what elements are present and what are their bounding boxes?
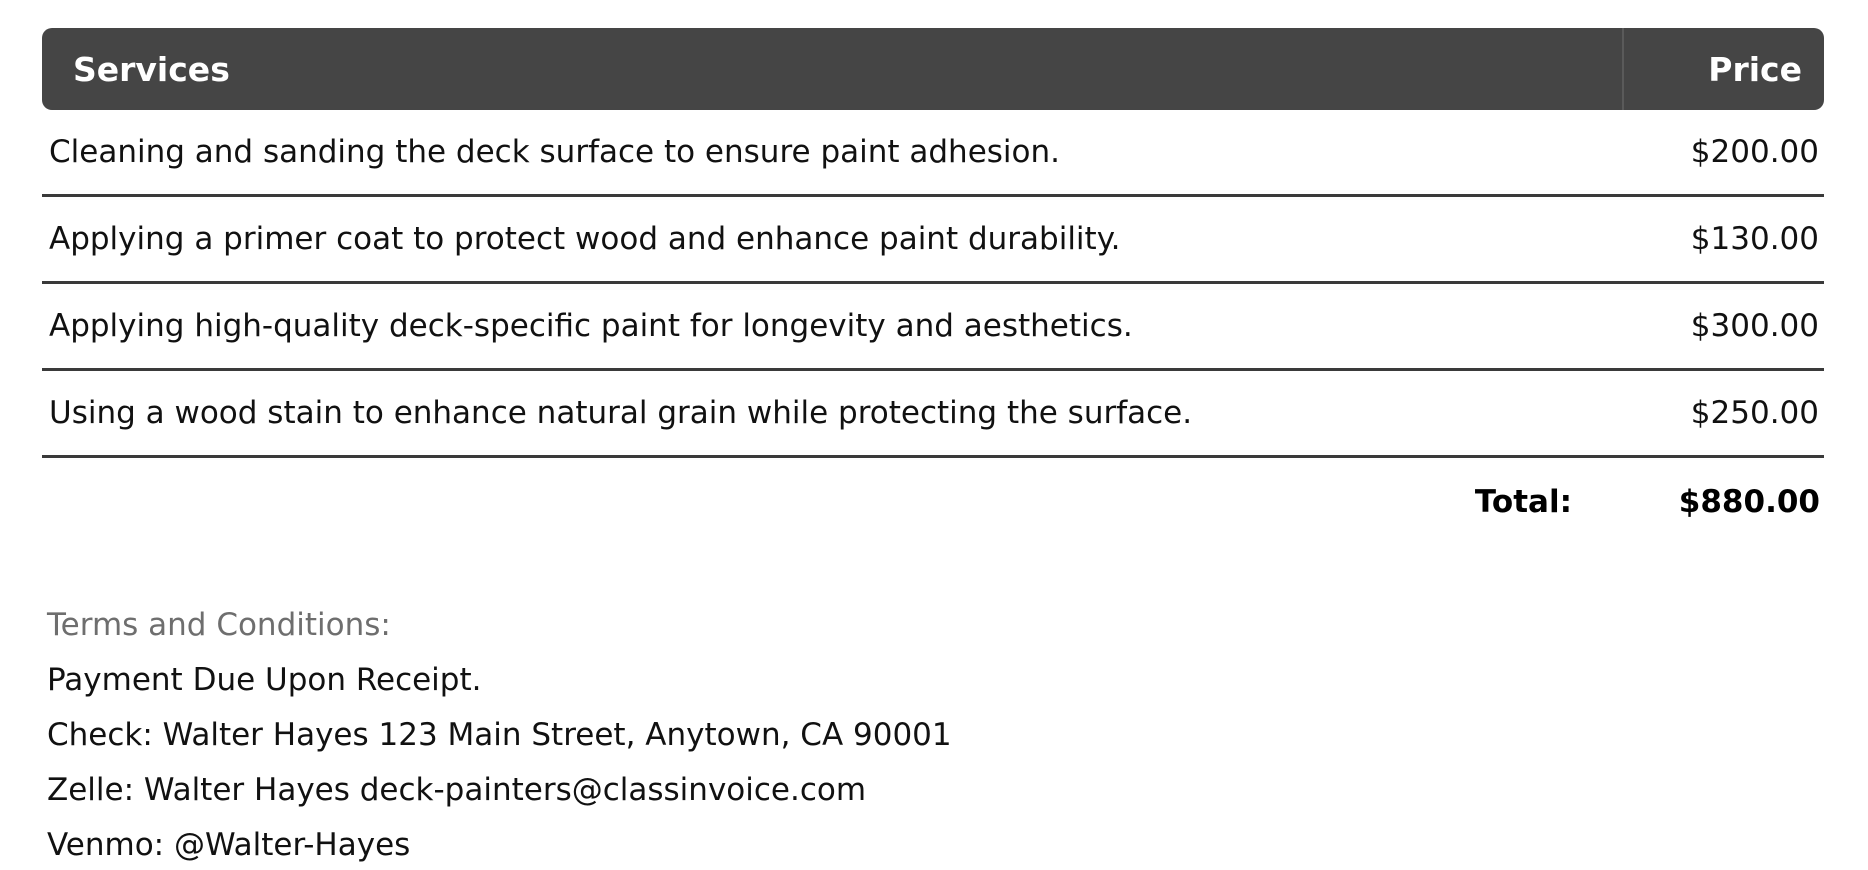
- total-label: Total:: [1474, 484, 1572, 520]
- price-cell: $300.00: [1690, 308, 1819, 344]
- price-cell: $250.00: [1690, 395, 1819, 431]
- terms-line: Check: Walter Hayes 123 Main Street, Anytown, CA 90001: [47, 717, 952, 753]
- table-header-row: [42, 28, 1824, 110]
- terms-line: Payment Due Upon Receipt.: [47, 662, 482, 698]
- terms-heading: Terms and Conditions:: [47, 607, 391, 643]
- table-row: [42, 371, 1824, 458]
- services-column-header: Services: [73, 49, 230, 89]
- total-value: $880.00: [1678, 484, 1820, 520]
- terms-section: [47, 598, 1868, 870]
- service-description-cell: Applying a primer coat to protect wood and enhance paint durability.: [49, 221, 1121, 257]
- service-description-cell: Cleaning and sanding the deck surface to ensure paint adhesion.: [49, 134, 1061, 170]
- service-description-cell: Using a wood stain to enhance natural grain while protecting the surface.: [49, 395, 1193, 431]
- table-row: [42, 197, 1824, 284]
- price-column-header: Price: [1622, 28, 1824, 110]
- price-cell: $130.00: [1690, 221, 1819, 257]
- invoice-table: [42, 28, 1824, 538]
- service-description-cell: Applying high-quality deck-specific paint for longevity and aesthetics.: [49, 308, 1133, 344]
- terms-line: Zelle: Walter Hayes deck-painters@classinvoice.com: [47, 772, 867, 808]
- price-cell: $200.00: [1690, 134, 1819, 170]
- table-row: [42, 110, 1824, 197]
- total-row: [42, 458, 1824, 538]
- table-row: [42, 284, 1824, 371]
- terms-line: Venmo: @Walter-Hayes: [47, 827, 411, 863]
